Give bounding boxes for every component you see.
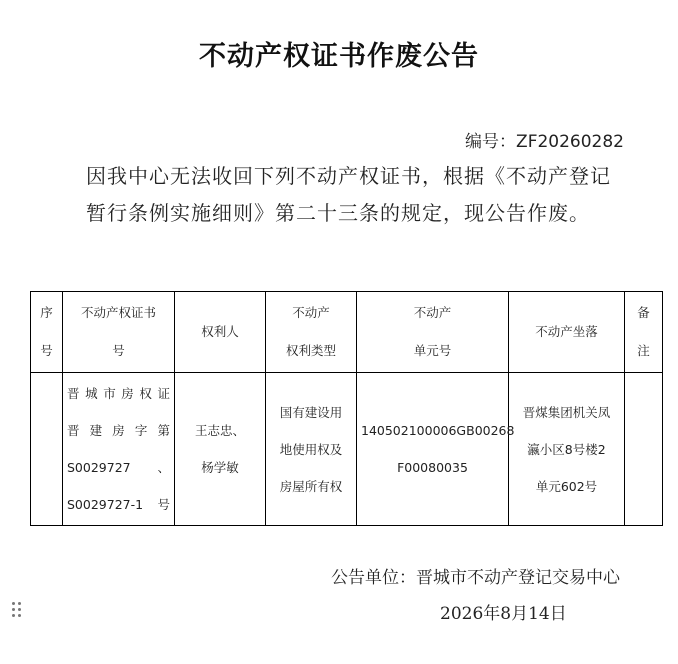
notice-body	[86, 158, 634, 232]
issue-date: 2026年8月14日	[440, 604, 567, 624]
table-header-row	[31, 292, 663, 373]
cell-certificate-no: 晋城市房权证 晋建房字第 S0029727 、 S0029727-1号	[63, 373, 175, 526]
cell-holder: 王志忠、 杨学敏	[175, 373, 266, 526]
notice-body-line-1: 因我中心无法收回下列不动产权证书，根据《不动产登记	[86, 164, 611, 188]
notice-title: 不动产权证书作废公告	[199, 41, 479, 72]
certificate-table	[30, 291, 663, 526]
issuer: 公告单位：晋城市不动产登记交易中心	[331, 568, 620, 588]
header-holder: 权利人	[175, 292, 266, 373]
cell-seq	[31, 373, 63, 526]
document-number: 编号：ZF20260282	[465, 132, 624, 152]
header-unit-no: 不动产 单元号	[357, 292, 509, 373]
header-location: 不动产坐落	[509, 292, 625, 373]
cell-unit-no: 140502100006GB00268 F00080035	[357, 373, 509, 526]
cell-location: 晋煤集团机关凤 瀛小区8号楼2 单元602号	[509, 373, 625, 526]
notice-body-line-2: 暂行条例实施细则》第二十三条的规定，现公告作废。	[86, 201, 590, 225]
cell-remark	[625, 373, 663, 526]
drag-grip-icon[interactable]	[12, 602, 22, 618]
table-row	[31, 373, 663, 526]
header-seq: 序 号	[31, 292, 63, 373]
header-right-type: 不动产 权利类型	[266, 292, 357, 373]
header-remark: 备 注	[625, 292, 663, 373]
cell-right-type: 国有建设用 地使用权及 房屋所有权	[266, 373, 357, 526]
header-certificate-no: 不动产权证书 号	[63, 292, 175, 373]
